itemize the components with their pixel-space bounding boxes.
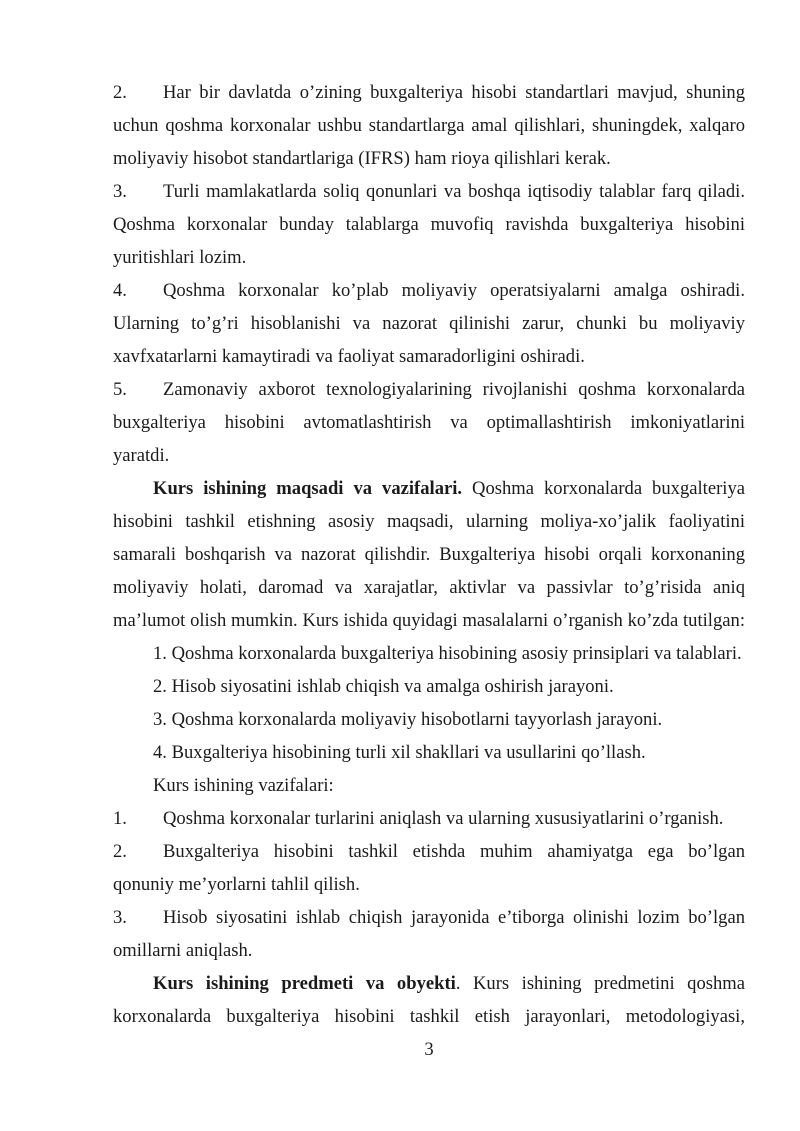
list-number: 5.: [113, 379, 127, 400]
line-text: Kurs ishining vazifalari:: [153, 775, 334, 796]
bold-heading: Kurs ishining predmeti va obyekti: [153, 973, 456, 994]
line-text: moliyaviy hisobot standartlariga (IFRS) ham rioya qilishlari kerak.: [113, 148, 611, 169]
list-number: 2.: [113, 82, 127, 103]
text-line: [113, 373, 745, 406]
list-number: 1.: [113, 808, 127, 829]
page-number: 3: [424, 1039, 434, 1060]
line-text: Qoshma korxonalarda buxgalteriya: [462, 478, 745, 499]
text-line: [113, 76, 745, 109]
text-line: [113, 109, 745, 142]
text-line: [113, 934, 745, 967]
text-line: [113, 472, 745, 505]
line-text: omillarni aniqlash.: [113, 940, 253, 961]
list-item: [113, 637, 745, 670]
line-text: Zamonaviy axborot texnologiyalarining rivojlanishi qoshma korxonalarda: [163, 379, 745, 400]
line-text: Qoshma korxonalar ko’plab moliyaviy operatsiyalarni amalga oshiradi.: [163, 280, 745, 301]
text-line: [113, 406, 745, 439]
line-text: yaratdi.: [113, 445, 170, 466]
line-text: Hisob siyosatini ishlab chiqish jarayonida e’tiborga olinishi lozim bo’lgan: [163, 907, 745, 928]
list-item: [113, 901, 745, 934]
line-text: samarali boshqarish va nazorat qilishdir. Buxgalteriya hisobi orqali korxonaning: [113, 544, 745, 565]
text-line: [113, 439, 745, 472]
list-item: [113, 703, 745, 736]
text-line: [113, 604, 745, 637]
line-text: . Kurs ishining predmetini qoshma: [455, 973, 745, 994]
line-text: qonuniy me’yorlarni tahlil qilish.: [113, 874, 360, 895]
text-line: [113, 571, 745, 604]
text-line: [113, 769, 745, 802]
line-text: korxonalarda buxgalteriya hisobini tashkil etish jarayonlari, metodologiyasi,: [113, 1006, 745, 1027]
text-line: [113, 340, 745, 373]
list-number: 3.: [113, 181, 127, 202]
line-text: moliyaviy holati, daromad va xarajatlar, aktivlar va passivlar to’g’risida aniq: [113, 577, 745, 598]
line-text: Qoshma korxonalar turlarini aniqlash va ularning xususiyatlarini o’rganish.: [163, 808, 724, 829]
line-text: hisobini tashkil etishning asosiy maqsadi, ularning moliya-xo’jalik faoliyatini: [113, 511, 745, 532]
line-text: uchun qoshma korxonalar ushbu standartlarga amal qilishlari, shuningdek, xalqaro: [113, 115, 745, 136]
text-line: [113, 175, 745, 208]
line-text: 1. Qoshma korxonalarda buxgalteriya hisobining asosiy prinsiplari va talablari.: [153, 643, 742, 664]
list-number: 3.: [113, 907, 127, 928]
line-text: Har bir davlatda o’zining buxgalteriya hisobi standartlari mavjud, shuning: [163, 82, 745, 103]
bold-heading: Kurs ishining maqsadi va vazifalari.: [153, 478, 463, 499]
line-text: 4. Buxgalteriya hisobining turli xil shakllari va usullarini qo’llash.: [153, 742, 646, 763]
line-text: Qoshma korxonalar bunday talablarga muvofiq ravishda buxgalteriya hisobini: [113, 214, 745, 235]
list-item: [113, 802, 745, 835]
text-line: [113, 868, 745, 901]
line-text: Ularning to’g’ri hisoblanishi va nazorat qilinishi zarur, chunki bu moliyaviy: [113, 313, 745, 334]
line-text: xavfxatarlarni kamaytiradi va faoliyat samaradorligini oshiradi.: [113, 346, 585, 367]
line-text: buxgalteriya hisobini avtomatlashtirish va optimallashtirish imkoniyatlarini: [113, 412, 745, 433]
text-line: [113, 505, 745, 538]
line-text: ma’lumot olish mumkin. Kurs ishida quyidagi masalalarni o’rganish ko’zda tutilgan:: [113, 610, 745, 631]
list-number: 4.: [113, 280, 127, 301]
list-item: [113, 835, 745, 868]
text-line: [113, 274, 745, 307]
line-text: 3. Qoshma korxonalarda moliyaviy hisobotlarni tayyorlash jarayoni.: [153, 709, 663, 730]
list-item: [113, 670, 745, 703]
line-text: 2. Hisob siyosatini ishlab chiqish va amalga oshirish jarayoni.: [153, 676, 614, 697]
line-text: Buxgalteriya hisobini tashkil etishda muhim ahamiyatga ega bo’lgan: [163, 841, 745, 862]
text-line: [113, 208, 745, 241]
text-line: [113, 307, 745, 340]
text-line: [113, 142, 745, 175]
text-line: [113, 1000, 745, 1033]
text-line: [113, 538, 745, 571]
text-line: [113, 241, 745, 274]
list-number: 2.: [113, 841, 127, 862]
list-item: [113, 736, 745, 769]
line-text: Turli mamlakatlarda soliq qonunlari va boshqa iqtisodiy talablar farq qiladi.: [163, 181, 745, 202]
text-line: [113, 967, 745, 1000]
document-page: [113, 76, 745, 1066]
line-text: yuritishlari lozim.: [113, 247, 247, 268]
